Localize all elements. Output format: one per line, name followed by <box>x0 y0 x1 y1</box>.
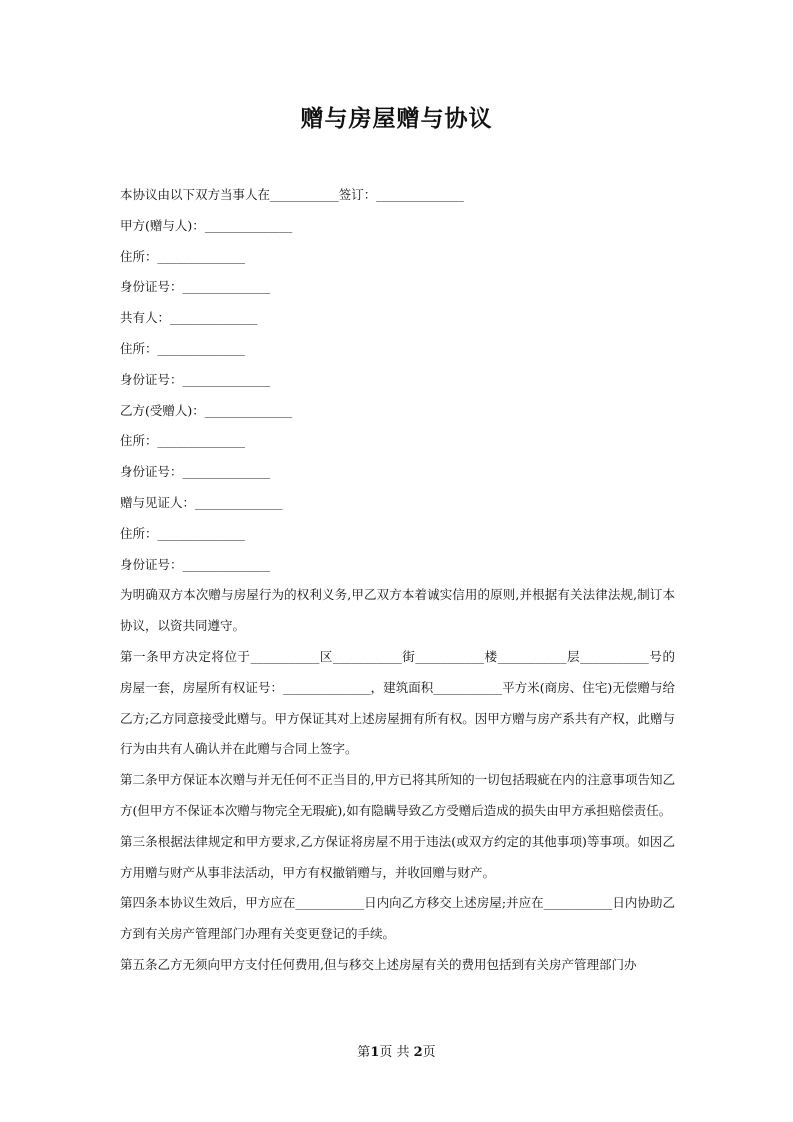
page-total: 2 <box>413 1045 423 1060</box>
party-b-address-line: 住所：______________ <box>120 433 246 449</box>
party-a-line: 甲方(赠与人)：______________ <box>120 217 293 233</box>
party-a-address-line: 住所：______________ <box>120 248 246 264</box>
page-mid: 页 共 <box>379 1045 414 1060</box>
witness-line: 赠与见证人：______________ <box>120 494 283 510</box>
party-a-id-line: 身份证号：______________ <box>120 279 271 295</box>
witness-id-line: 身份证号：______________ <box>120 556 271 572</box>
preamble-paragraph: 为明确双方本次赠与房屋行为的权利义务,甲乙双方本着诚实信用的原则,并根据有关法律法规,制订本协议，以资共同遵守。 <box>120 587 675 634</box>
co-owner-line: 共有人：______________ <box>120 310 258 326</box>
page-suffix: 页 <box>422 1045 436 1060</box>
intro-line: 本协议由以下双方当事人在___________签订：______________ <box>120 187 464 202</box>
witness-address-line: 住所：______________ <box>120 525 246 541</box>
co-owner-address-line: 住所：______________ <box>120 340 246 356</box>
document-body <box>120 180 675 981</box>
document-title: 赠与房屋赠与协议 <box>300 105 493 132</box>
party-b-line: 乙方(受赠人)：______________ <box>120 402 293 418</box>
article-1-paragraph: 第一条甲方决定将位于___________区___________街___________楼___________层___________号的房屋一套，房屋所有权证号：______________，建筑面积___________平方米(商房、住宅)无偿赠与给乙方;乙方同意接受此赠与。甲方保证其对上述房屋拥有所有权。因甲方赠与房产系共有产权，此赠与行为由共有人确认并在此赠与合同上签字。 <box>120 648 675 757</box>
article-5-paragraph: 第五条乙方无须向甲方支付任何费用,但与移交上述房屋有关的费用包括到有关房产管理部门办 <box>120 956 637 972</box>
co-owner-id-line: 身份证号：______________ <box>120 371 271 387</box>
article-3-paragraph: 第三条根据法律规定和甲方要求,乙方保证将房屋不用于违法(或双方约定的其他事项)等事项。如因乙方用赠与财产从事非法活动，甲方有权撤销赠与，并收回赠与财产。 <box>120 833 675 880</box>
party-b-id-line: 身份证号：______________ <box>120 464 271 480</box>
page-current: 1 <box>370 1045 380 1060</box>
page-number-footer <box>0 1041 793 1060</box>
page-prefix: 第 <box>357 1045 371 1060</box>
article-4-paragraph: 第四条本协议生效后，甲方应在___________日内向乙方移交上述房屋;并应在___________日内协助乙方到有关房产管理部门办理有关变更登记的手续。 <box>120 895 675 942</box>
article-2-paragraph: 第二条甲方保证本次赠与并无任何不正当目的,甲方已将其所知的一切包括瑕疵在内的注意事项告知乙方(但甲方不保证本次赠与物完全无瑕疵),如有隐瞒导致乙方受赠后造成的损失由甲方承担赔偿责任。 <box>120 772 675 818</box>
